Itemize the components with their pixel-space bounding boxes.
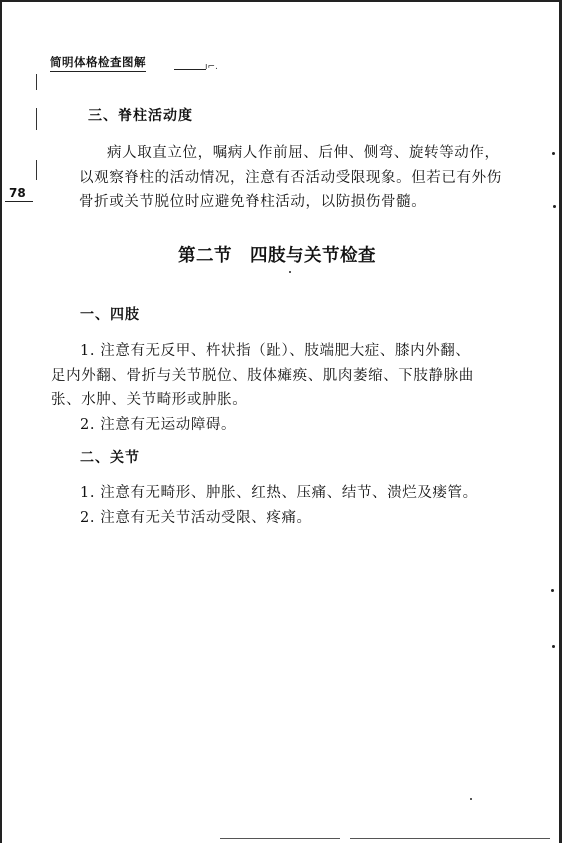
margin-tick <box>36 108 37 130</box>
text-line: 2. 注意有无运动障碍。 <box>80 416 237 433</box>
limbs-paragraph <box>51 339 474 437</box>
section-heading-spine: 三、脊柱活动度 <box>88 108 193 124</box>
joints-paragraph <box>80 481 478 530</box>
text-line: 1. 注意有无反甲、杵状指（趾）、肢端肥大症、膝内外翻、 <box>80 343 471 359</box>
header-tick-mark: ı⌐. <box>205 62 218 72</box>
section-heading-limbs: 一、四肢 <box>80 307 140 323</box>
scan-speck <box>552 645 555 648</box>
footer-rule <box>220 838 340 839</box>
spine-paragraph <box>79 141 502 215</box>
scan-speck <box>470 798 472 800</box>
text-line: 张、水肿、关节畸形或肿胀。 <box>51 392 248 408</box>
scan-speck <box>289 271 291 273</box>
scan-speck <box>551 589 554 592</box>
text-line: 1. 注意有无畸形、肿胀、红热、压痛、结节、溃烂及瘘管。 <box>80 485 478 501</box>
text-line: 病人取直立位，嘱病人作前屈、后伸、侧弯、旋转等动作， <box>107 145 500 161</box>
footer-rule <box>350 838 550 839</box>
text-line: 骨折或关节脱位时应避免脊柱活动，以防损伤骨髓。 <box>79 194 427 210</box>
page-number: 78 <box>9 186 26 200</box>
running-header: 简明体格检查图解 <box>50 54 146 72</box>
page-border-left <box>0 0 2 843</box>
text-line: 足内外翻、骨折与关节脱位、肢体瘫痪、肌肉萎缩、下肢静脉曲 <box>51 367 474 384</box>
scan-speck <box>553 205 556 208</box>
text-line: 以观察脊柱的活动情况，注意有否活动受限现象。但若已有外伤 <box>79 169 502 186</box>
margin-tick <box>36 160 37 180</box>
page-border-top <box>0 0 562 2</box>
margin-tick <box>36 74 37 90</box>
page-number-rule <box>5 201 33 202</box>
text-line: 2. 注意有无关节活动受限、疼痛。 <box>80 509 312 526</box>
chapter-title: 第二节 四肢与关节检查 <box>178 246 376 266</box>
header-rule <box>174 69 206 70</box>
section-heading-joints: 二、关节 <box>80 450 140 466</box>
scan-speck <box>552 152 555 155</box>
